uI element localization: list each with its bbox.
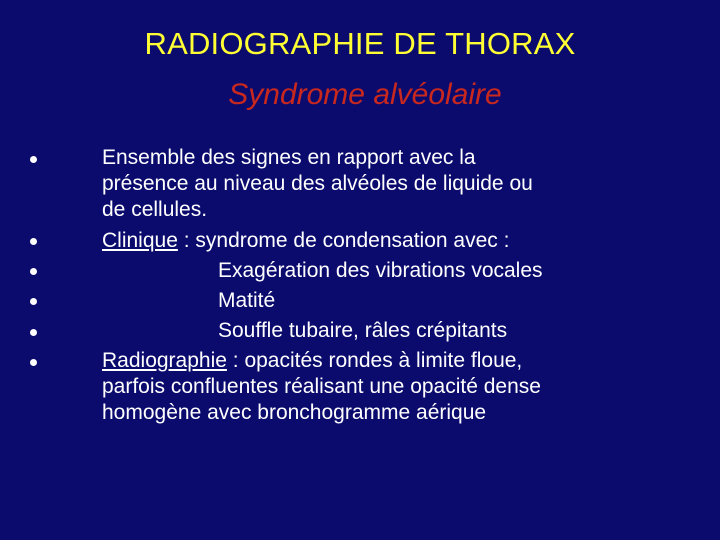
- bullet-6-text: : opacités rondes à limite floue,: [226, 349, 523, 372]
- bullet-2-line: [102, 228, 509, 254]
- bullet-5-line: Souffle tubaire, râles crépitants: [218, 319, 508, 342]
- bullet-dot-icon: [30, 298, 37, 305]
- bullet-4-line: Matité: [218, 289, 276, 312]
- bullet-1-line-2: présence au niveau des alvéoles de liquide ou: [102, 172, 533, 195]
- bullet-dot-icon: [30, 359, 37, 366]
- bullet-dot-icon: [30, 238, 37, 245]
- bullet-dot-icon: [30, 156, 37, 163]
- bullet-6-keyword: Radiographie: [102, 349, 227, 372]
- bullet-1-line-1: Ensemble des signes en rapport avec la: [102, 146, 476, 169]
- slide-title: RADIOGRAPHIE DE THORAX: [144, 26, 576, 61]
- bullet-6-line-3: homogène avec bronchogramme aérique: [102, 401, 487, 424]
- bullet-3-line: Exagération des vibrations vocales: [218, 259, 543, 282]
- bullet-6-line-1: [102, 348, 522, 374]
- bullet-2-text: : syndrome de condensation avec :: [177, 229, 510, 252]
- bullet-6-line-2: parfois confluentes réalisant une opacité dense: [102, 375, 541, 398]
- bullet-dot-icon: [30, 329, 37, 336]
- bullet-dot-icon: [30, 268, 37, 275]
- bullet-2-keyword: Clinique: [102, 229, 178, 252]
- bullet-1-line-3: de cellules.: [102, 198, 208, 221]
- slide-subtitle: Syndrome alvéolaire: [228, 78, 502, 111]
